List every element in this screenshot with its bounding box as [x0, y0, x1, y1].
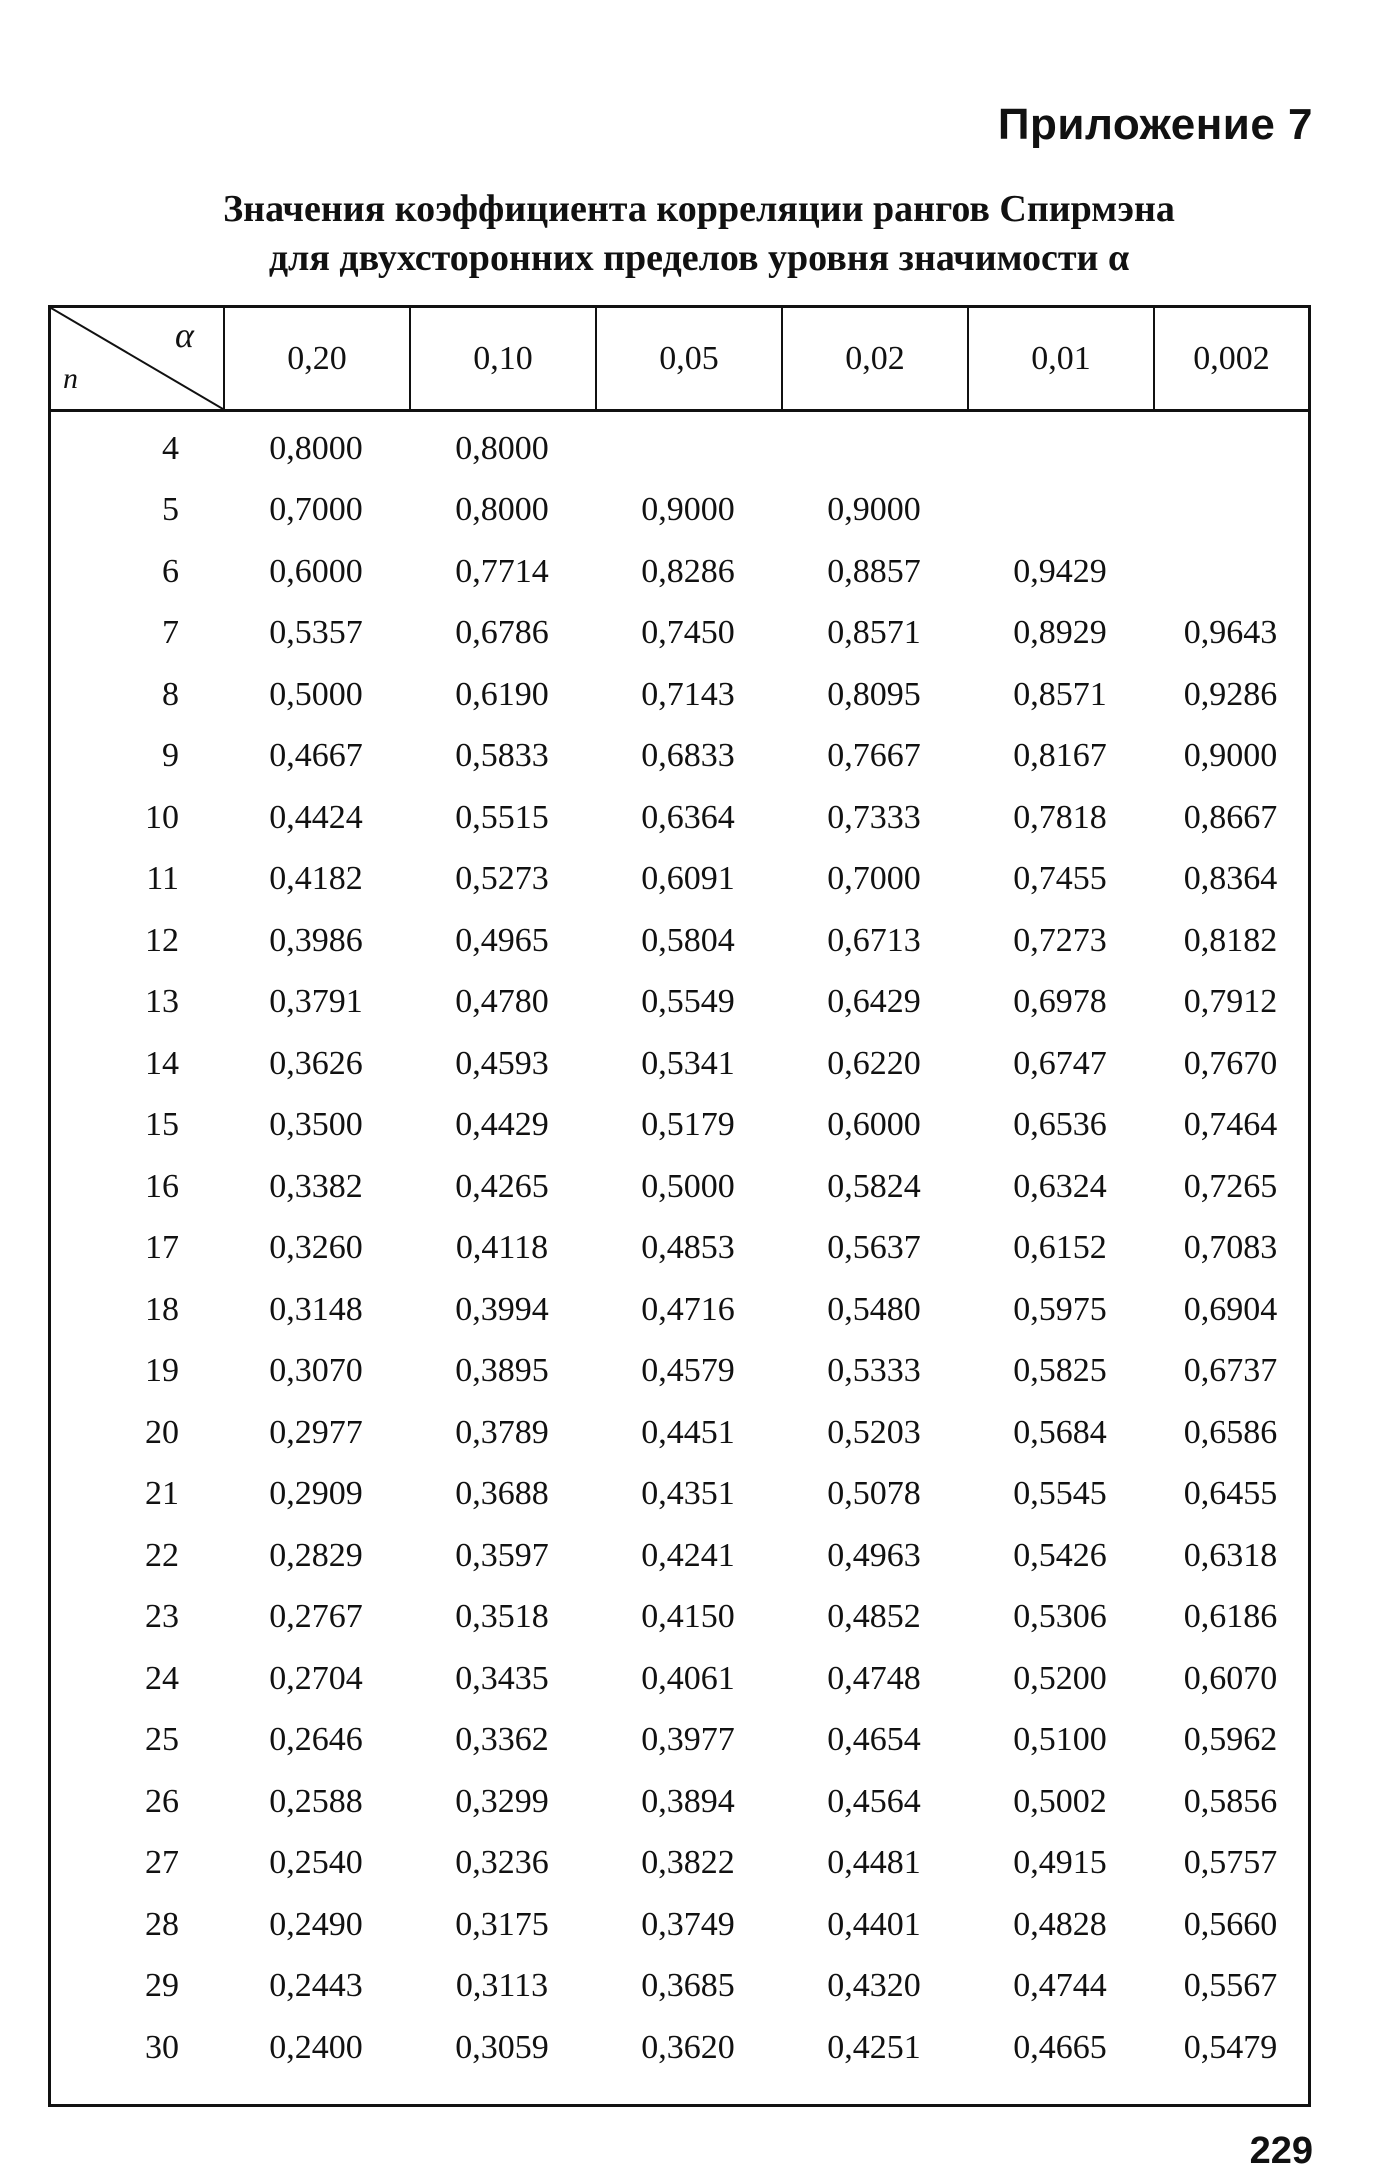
value-cell: 0,5824 — [827, 1167, 921, 1205]
value-cell: 0,2540 — [269, 1844, 363, 1881]
value-cell: 0,6070 — [1183, 1659, 1278, 1697]
value-cell: 0,8286 — [641, 552, 735, 590]
row-n-cell: 16 — [145, 1167, 179, 1205]
value-cell: 0,4579 — [641, 1352, 735, 1389]
row-n-cell: 18 — [145, 1290, 179, 1328]
value-cell: 0,8182 — [1183, 921, 1278, 959]
value-cell: 0,7714 — [455, 552, 549, 590]
value-cell: 0,3895 — [455, 1352, 549, 1389]
table-row — [51, 1341, 1308, 1402]
table-row — [51, 1218, 1308, 1279]
row-n-cell: 8 — [162, 675, 179, 713]
value-cell: 0,2767 — [269, 1598, 363, 1635]
value-cell: 0,5100 — [1013, 1721, 1107, 1758]
value-cell: 0,9429 — [1013, 552, 1107, 590]
value-cell: 0,9643 — [1183, 614, 1278, 651]
value-cell: 0,2588 — [269, 1782, 363, 1820]
value-cell: 0,5962 — [1183, 1721, 1278, 1758]
value-cell — [595, 418, 781, 479]
row-n-cell: 29 — [145, 1967, 179, 2004]
value-cell: 0,4429 — [455, 1106, 549, 1143]
table-row — [51, 972, 1308, 1033]
value-cell: 0,6747 — [1013, 1044, 1107, 1082]
spearman-table — [48, 305, 1311, 2107]
value-cell: 0,6091 — [641, 860, 735, 897]
value-cell: 0,6364 — [641, 798, 735, 836]
value-cell: 0,4118 — [455, 1229, 549, 1266]
value-cell: 0,4716 — [641, 1290, 735, 1328]
value-cell: 0,6786 — [455, 614, 549, 651]
value-cell: 0,4320 — [827, 1967, 921, 2004]
value-cell: 0,9286 — [1183, 675, 1278, 713]
table-title-line-1: Значения коэффициента корреляции рангов Спирмэна — [223, 188, 1175, 230]
value-cell: 0,8571 — [1013, 675, 1107, 713]
value-cell: 0,8571 — [827, 614, 921, 651]
value-cell: 0,3362 — [455, 1721, 549, 1758]
value-cell: 0,5684 — [1013, 1413, 1107, 1451]
row-n-cell: 23 — [145, 1598, 179, 1635]
value-cell: 0,7333 — [827, 798, 921, 836]
value-cell: 0,4265 — [455, 1167, 549, 1205]
value-cell: 0,4481 — [827, 1844, 921, 1881]
value-cell: 0,6000 — [269, 552, 363, 590]
value-cell: 0,7000 — [827, 860, 921, 897]
value-cell: 0,8857 — [827, 552, 921, 590]
column-header: 0,01 — [967, 308, 1153, 409]
header-corner-cell — [51, 308, 223, 409]
value-cell: 0,5273 — [455, 860, 549, 897]
value-cell: 0,4853 — [641, 1229, 735, 1266]
value-cell: 0,5426 — [1013, 1536, 1107, 1574]
table-row — [51, 2017, 1308, 2078]
value-cell: 0,8167 — [1013, 737, 1107, 774]
row-n-cell: 7 — [162, 614, 179, 651]
row-n-cell: 13 — [145, 983, 179, 1020]
value-cell: 0,5975 — [1013, 1290, 1107, 1328]
table-row — [51, 603, 1308, 664]
table-row — [51, 1587, 1308, 1648]
table-row — [51, 1771, 1308, 1832]
value-cell — [967, 480, 1153, 541]
value-cell: 0,8000 — [455, 491, 549, 528]
value-cell: 0,7912 — [1183, 983, 1278, 1020]
row-n-cell: 4 — [162, 429, 179, 467]
value-cell: 0,6833 — [641, 737, 735, 774]
value-cell: 0,6324 — [1013, 1167, 1107, 1205]
table-row — [51, 1894, 1308, 1955]
value-cell: 0,8929 — [1013, 614, 1107, 651]
value-cell: 0,5856 — [1183, 1782, 1278, 1820]
row-n-cell: 30 — [145, 2028, 179, 2066]
value-cell: 0,4564 — [827, 1782, 921, 1820]
appendix-label: Приложение 7 — [997, 100, 1313, 149]
value-cell: 0,6152 — [1013, 1229, 1107, 1266]
row-n-cell: 10 — [145, 798, 179, 836]
row-n-cell: 21 — [145, 1475, 179, 1512]
value-cell: 0,6220 — [827, 1044, 921, 1082]
table-row — [51, 1710, 1308, 1771]
value-cell: 0,7273 — [1013, 921, 1107, 959]
value-cell: 0,4915 — [1013, 1844, 1107, 1881]
table-row — [51, 1525, 1308, 1586]
column-header: 0,20 — [223, 308, 409, 409]
value-cell: 0,5757 — [1183, 1844, 1278, 1881]
value-cell: 0,7265 — [1183, 1167, 1278, 1205]
value-cell: 0,3175 — [455, 1905, 549, 1943]
value-cell: 0,7818 — [1013, 798, 1107, 836]
row-n-cell: 27 — [145, 1844, 179, 1881]
value-cell: 0,5515 — [455, 798, 549, 836]
value-cell: 0,3685 — [641, 1967, 735, 2004]
value-cell: 0,4401 — [827, 1905, 921, 1943]
value-cell: 0,5804 — [641, 921, 735, 959]
value-cell: 0,3382 — [269, 1167, 363, 1205]
value-cell: 0,3620 — [641, 2028, 735, 2066]
column-header: 0,002 — [1153, 308, 1308, 409]
table-row — [51, 541, 1308, 602]
value-cell: 0,4351 — [641, 1475, 735, 1512]
value-cell: 0,3070 — [269, 1352, 363, 1389]
value-cell: 0,3977 — [641, 1721, 735, 1758]
value-cell: 0,4593 — [455, 1044, 549, 1082]
value-cell: 0,5000 — [269, 675, 363, 713]
value-cell: 0,4963 — [827, 1536, 921, 1574]
value-cell: 0,7670 — [1183, 1044, 1278, 1082]
value-cell: 0,5545 — [1013, 1475, 1107, 1512]
value-cell: 0,5078 — [827, 1475, 921, 1512]
value-cell: 0,3822 — [641, 1844, 735, 1881]
value-cell: 0,8000 — [269, 429, 363, 467]
value-cell: 0,5179 — [641, 1106, 735, 1143]
value-cell: 0,7464 — [1183, 1106, 1278, 1143]
column-header: 0,05 — [595, 308, 781, 409]
value-cell: 0,6429 — [827, 983, 921, 1020]
row-n-cell: 25 — [145, 1721, 179, 1758]
value-cell: 0,4182 — [269, 860, 363, 897]
value-cell: 0,3148 — [269, 1290, 363, 1328]
value-cell: 0,6737 — [1183, 1352, 1278, 1389]
value-cell: 0,3597 — [455, 1536, 549, 1574]
row-n-cell: 14 — [145, 1044, 179, 1082]
value-cell: 0,3500 — [269, 1106, 363, 1143]
value-cell: 0,6586 — [1183, 1413, 1278, 1451]
value-cell: 0,5825 — [1013, 1352, 1107, 1389]
row-n-cell: 12 — [145, 921, 179, 959]
row-n-cell: 15 — [145, 1106, 179, 1143]
value-cell: 0,5660 — [1183, 1905, 1278, 1943]
value-cell: 0,5200 — [1013, 1659, 1107, 1697]
value-cell — [1153, 541, 1308, 602]
value-cell: 0,3994 — [455, 1290, 549, 1328]
value-cell: 0,4667 — [269, 737, 363, 774]
value-cell: 0,3518 — [455, 1598, 549, 1635]
value-cell: 0,5333 — [827, 1352, 921, 1389]
value-cell: 0,5341 — [641, 1044, 735, 1082]
table-row — [51, 1464, 1308, 1525]
value-cell: 0,5000 — [641, 1167, 735, 1205]
value-cell: 0,4654 — [827, 1721, 921, 1758]
column-header: 0,10 — [409, 308, 595, 409]
value-cell: 0,3435 — [455, 1659, 549, 1697]
value-cell: 0,4852 — [827, 1598, 921, 1635]
value-cell: 0,2909 — [269, 1475, 363, 1512]
value-cell: 0,4251 — [827, 2028, 921, 2066]
value-cell — [1153, 418, 1308, 479]
value-cell: 0,2490 — [269, 1905, 363, 1943]
table-row — [51, 1402, 1308, 1463]
table-row — [51, 787, 1308, 848]
value-cell: 0,4241 — [641, 1536, 735, 1574]
value-cell: 0,6000 — [827, 1106, 921, 1143]
value-cell: 0,3626 — [269, 1044, 363, 1082]
value-cell: 0,8364 — [1183, 860, 1278, 897]
value-cell: 0,6190 — [455, 675, 549, 713]
value-cell: 0,3113 — [455, 1967, 549, 2004]
value-cell: 0,3749 — [641, 1905, 735, 1943]
value-cell: 0,3789 — [455, 1413, 549, 1451]
alpha-symbol: α — [175, 315, 194, 355]
value-cell: 0,4780 — [455, 983, 549, 1020]
value-cell: 0,6455 — [1183, 1475, 1278, 1512]
table-row — [51, 1033, 1308, 1094]
value-cell: 0,4061 — [641, 1659, 735, 1697]
value-cell — [967, 418, 1153, 479]
column-header: 0,02 — [781, 308, 967, 409]
value-cell: 0,4665 — [1013, 2028, 1107, 2066]
value-cell: 0,4150 — [641, 1598, 735, 1635]
value-cell: 0,2443 — [269, 1967, 363, 2004]
table-row — [51, 1156, 1308, 1217]
value-cell: 0,3059 — [455, 2028, 549, 2066]
value-cell: 0,4965 — [455, 921, 549, 959]
row-n-cell: 19 — [145, 1352, 179, 1389]
value-cell: 0,6536 — [1013, 1106, 1107, 1143]
value-cell: 0,3791 — [269, 983, 363, 1020]
value-cell: 0,5357 — [269, 614, 363, 651]
value-cell: 0,3299 — [455, 1782, 549, 1820]
value-cell: 0,2400 — [269, 2028, 363, 2066]
value-cell: 0,6318 — [1183, 1536, 1278, 1574]
value-cell: 0,3236 — [455, 1844, 549, 1881]
table-row — [51, 1956, 1308, 2017]
table-row — [51, 664, 1308, 725]
table-row — [51, 726, 1308, 787]
value-cell: 0,8095 — [827, 675, 921, 713]
row-n-cell: 28 — [145, 1905, 179, 1943]
value-cell: 0,5833 — [455, 737, 549, 774]
row-n-cell: 9 — [162, 737, 179, 774]
table-row — [51, 910, 1308, 971]
row-n-cell: 24 — [145, 1659, 179, 1697]
page-number: 229 — [1249, 2130, 1313, 2172]
value-cell: 0,2704 — [269, 1659, 363, 1697]
table-row — [51, 1279, 1308, 1340]
table-row — [51, 1833, 1308, 1894]
table-row — [51, 1095, 1308, 1156]
value-cell: 0,5203 — [827, 1413, 921, 1451]
value-cell: 0,6978 — [1013, 983, 1107, 1020]
value-cell: 0,7000 — [269, 491, 363, 528]
table-row — [51, 1648, 1308, 1709]
value-cell: 0,5480 — [827, 1290, 921, 1328]
table-row — [51, 480, 1308, 541]
value-cell — [781, 418, 967, 479]
value-cell: 0,7083 — [1183, 1229, 1278, 1266]
row-n-cell: 26 — [145, 1782, 179, 1820]
value-cell: 0,2829 — [269, 1536, 363, 1574]
row-n-cell: 17 — [145, 1229, 179, 1266]
value-cell: 0,6904 — [1183, 1290, 1278, 1328]
value-cell: 0,4744 — [1013, 1967, 1107, 2004]
value-cell: 0,9000 — [827, 491, 921, 528]
value-cell — [1153, 480, 1308, 541]
value-cell: 0,3260 — [269, 1229, 363, 1266]
value-cell: 0,4424 — [269, 798, 363, 836]
value-cell: 0,2977 — [269, 1413, 363, 1451]
value-cell: 0,5306 — [1013, 1598, 1107, 1635]
value-cell: 0,3688 — [455, 1475, 549, 1512]
value-cell: 0,9000 — [1183, 737, 1278, 774]
value-cell: 0,7143 — [641, 675, 735, 713]
value-cell: 0,5549 — [641, 983, 735, 1020]
value-cell: 0,4748 — [827, 1659, 921, 1697]
value-cell: 0,5479 — [1183, 2028, 1278, 2066]
table-header-row — [51, 308, 1308, 412]
value-cell: 0,5002 — [1013, 1782, 1107, 1820]
value-cell: 0,5637 — [827, 1229, 921, 1266]
row-n-cell: 22 — [145, 1536, 179, 1574]
value-cell: 0,8667 — [1183, 798, 1278, 836]
value-cell: 0,4451 — [641, 1413, 735, 1451]
row-n-cell: 11 — [146, 860, 179, 897]
row-n-cell: 6 — [162, 552, 179, 590]
value-cell: 0,8000 — [455, 429, 549, 467]
value-cell: 0,3986 — [269, 921, 363, 959]
row-n-cell: 5 — [162, 491, 179, 528]
value-cell: 0,3894 — [641, 1782, 735, 1820]
row-n-cell: 20 — [145, 1413, 179, 1451]
n-symbol: n — [63, 362, 78, 395]
value-cell: 0,7455 — [1013, 860, 1107, 897]
value-cell: 0,9000 — [641, 491, 735, 528]
table-row — [51, 418, 1308, 479]
table-row — [51, 849, 1308, 910]
value-cell: 0,4828 — [1013, 1905, 1107, 1943]
value-cell: 0,2646 — [269, 1721, 363, 1758]
value-cell: 0,7450 — [641, 614, 735, 651]
value-cell: 0,7667 — [827, 737, 921, 774]
table-title-line-2: для двухсторонних пределов уровня значимости α — [268, 237, 1130, 279]
value-cell: 0,6186 — [1183, 1598, 1278, 1635]
value-cell: 0,6713 — [827, 921, 921, 959]
value-cell: 0,5567 — [1183, 1967, 1278, 2004]
